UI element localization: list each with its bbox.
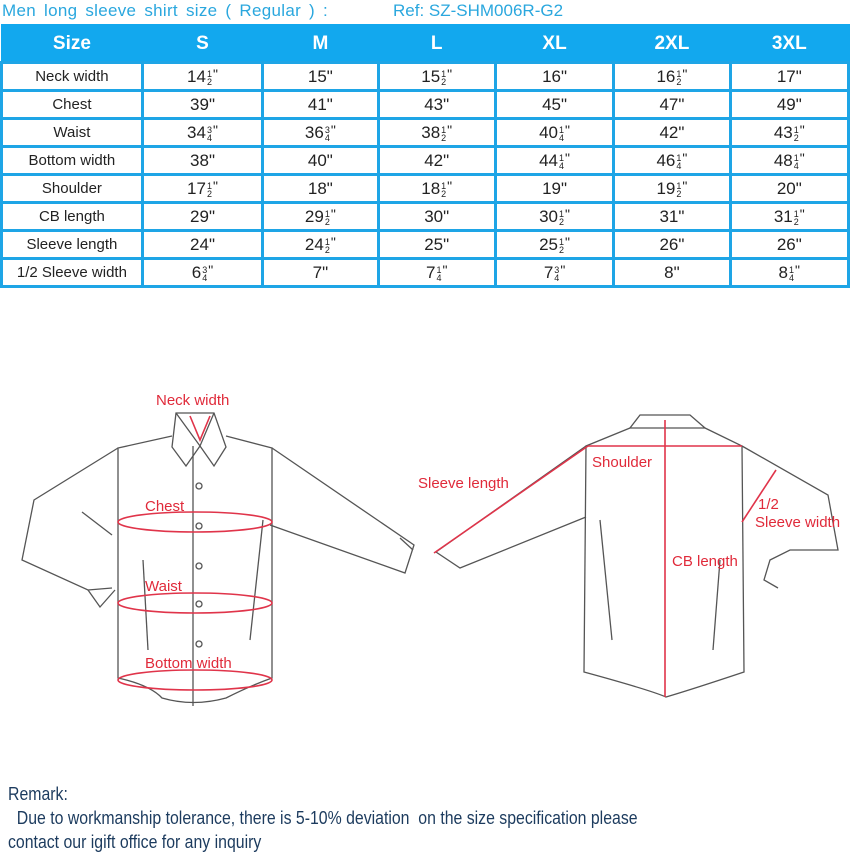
table-cell: 25" <box>378 231 495 259</box>
chart-title: Men long sleeve shirt size ( Regular ) : <box>2 1 329 20</box>
table-cell: 45" <box>495 91 613 119</box>
table-cell: 20" <box>730 175 848 203</box>
table-cell: 41" <box>263 91 378 119</box>
table-cell: 49" <box>730 91 848 119</box>
column-header: M <box>263 25 378 63</box>
table-cell: 19 1 2 " <box>614 175 730 203</box>
table-row <box>2 63 849 91</box>
table-cell: 24" <box>142 231 262 259</box>
table-cell: 40" <box>263 147 378 175</box>
table-cell: 39" <box>142 91 262 119</box>
row-label: Bottom width <box>2 147 143 175</box>
table-row <box>2 91 849 119</box>
label-bottom-width: Bottom width <box>145 655 232 672</box>
table-cell: 24 1 2 " <box>263 231 378 259</box>
table-cell: 48 1 4 " <box>730 147 848 175</box>
table-cell: 17 1 2 " <box>142 175 262 203</box>
table-cell: 19" <box>495 175 613 203</box>
table-cell: 30" <box>378 203 495 231</box>
table-row <box>2 231 849 259</box>
column-header: 3XL <box>730 25 848 63</box>
table-row <box>2 147 849 175</box>
table-row <box>2 119 849 147</box>
table-cell: 18" <box>263 175 378 203</box>
column-header: S <box>142 25 262 63</box>
column-header: L <box>378 25 495 63</box>
table-cell: 31 1 2 " <box>730 203 848 231</box>
table-cell: 26" <box>730 231 848 259</box>
table-cell: 15" <box>263 63 378 91</box>
table-cell: 44 1 4 " <box>495 147 613 175</box>
table-cell: 16" <box>495 63 613 91</box>
label-sleeve-width: Sleeve width <box>755 514 841 531</box>
label-waist: Waist <box>145 578 182 595</box>
shirt-diagram <box>0 370 850 760</box>
table-cell: 38 1 2 " <box>378 119 495 147</box>
column-header: 2XL <box>614 25 730 63</box>
table-cell: 43 1 2 " <box>730 119 848 147</box>
label-shoulder: Shoulder <box>592 454 653 471</box>
table-cell: 17" <box>730 63 848 91</box>
table-row <box>2 203 849 231</box>
table-cell: 40 1 4 " <box>495 119 613 147</box>
table-cell: 34 3 4 " <box>142 119 262 147</box>
row-label: Neck width <box>2 63 143 91</box>
table-cell: 42" <box>614 119 730 147</box>
table-cell: 47" <box>614 91 730 119</box>
table-row <box>2 259 849 287</box>
label-cb-length: CB length <box>672 553 738 570</box>
row-label: Shoulder <box>2 175 143 203</box>
row-label: Waist <box>2 119 143 147</box>
table-cell: 46 1 4 " <box>614 147 730 175</box>
row-label: Chest <box>2 91 143 119</box>
label-chest: Chest <box>145 498 185 515</box>
table-cell: 15 1 2 " <box>378 63 495 91</box>
table-cell: 31" <box>614 203 730 231</box>
label-neck-width: Neck width <box>156 392 230 409</box>
table-cell: 6 3 4 " <box>142 259 262 287</box>
table-cell: 16 1 2 " <box>614 63 730 91</box>
table-cell: 8 1 4 " <box>730 259 848 287</box>
table-cell: 29" <box>142 203 262 231</box>
table-cell: 8" <box>614 259 730 287</box>
table-cell: 7 3 4 " <box>495 259 613 287</box>
remark-note <box>8 782 850 854</box>
table-cell: 29 1 2 " <box>263 203 378 231</box>
remark-title: Remark: <box>8 784 68 804</box>
table-cell: 7 1 4 " <box>378 259 495 287</box>
table-cell: 14 1 2 " <box>142 63 262 91</box>
table-cell: 43" <box>378 91 495 119</box>
row-label: Sleeve length <box>2 231 143 259</box>
reference-code: Ref: SZ-SHM006R-G2 <box>393 1 564 20</box>
table-cell: 30 1 2 " <box>495 203 613 231</box>
table-cell: 42" <box>378 147 495 175</box>
column-header: XL <box>495 25 613 63</box>
table-cell: 26" <box>614 231 730 259</box>
table-cell: 7" <box>263 259 378 287</box>
remark-line-2: contact our igift office for any inquiry <box>8 832 262 852</box>
label-half-sleeve: 1/2 <box>758 496 779 513</box>
table-header-row <box>2 25 849 63</box>
label-sleeve-length: Sleeve length <box>418 475 509 492</box>
chart-title-bar <box>0 0 850 24</box>
table-cell: 38" <box>142 147 262 175</box>
size-table <box>0 24 850 288</box>
remark-line-1: Due to workmanship tolerance, there is 5-10% deviation on the size specification please <box>8 808 638 828</box>
row-label: 1/2 Sleeve width <box>2 259 143 287</box>
table-cell: 18 1 2 " <box>378 175 495 203</box>
table-cell: 25 1 2 " <box>495 231 613 259</box>
column-header: Size <box>2 25 143 63</box>
table-cell: 36 3 4 " <box>263 119 378 147</box>
row-label: CB length <box>2 203 143 231</box>
table-row <box>2 175 849 203</box>
